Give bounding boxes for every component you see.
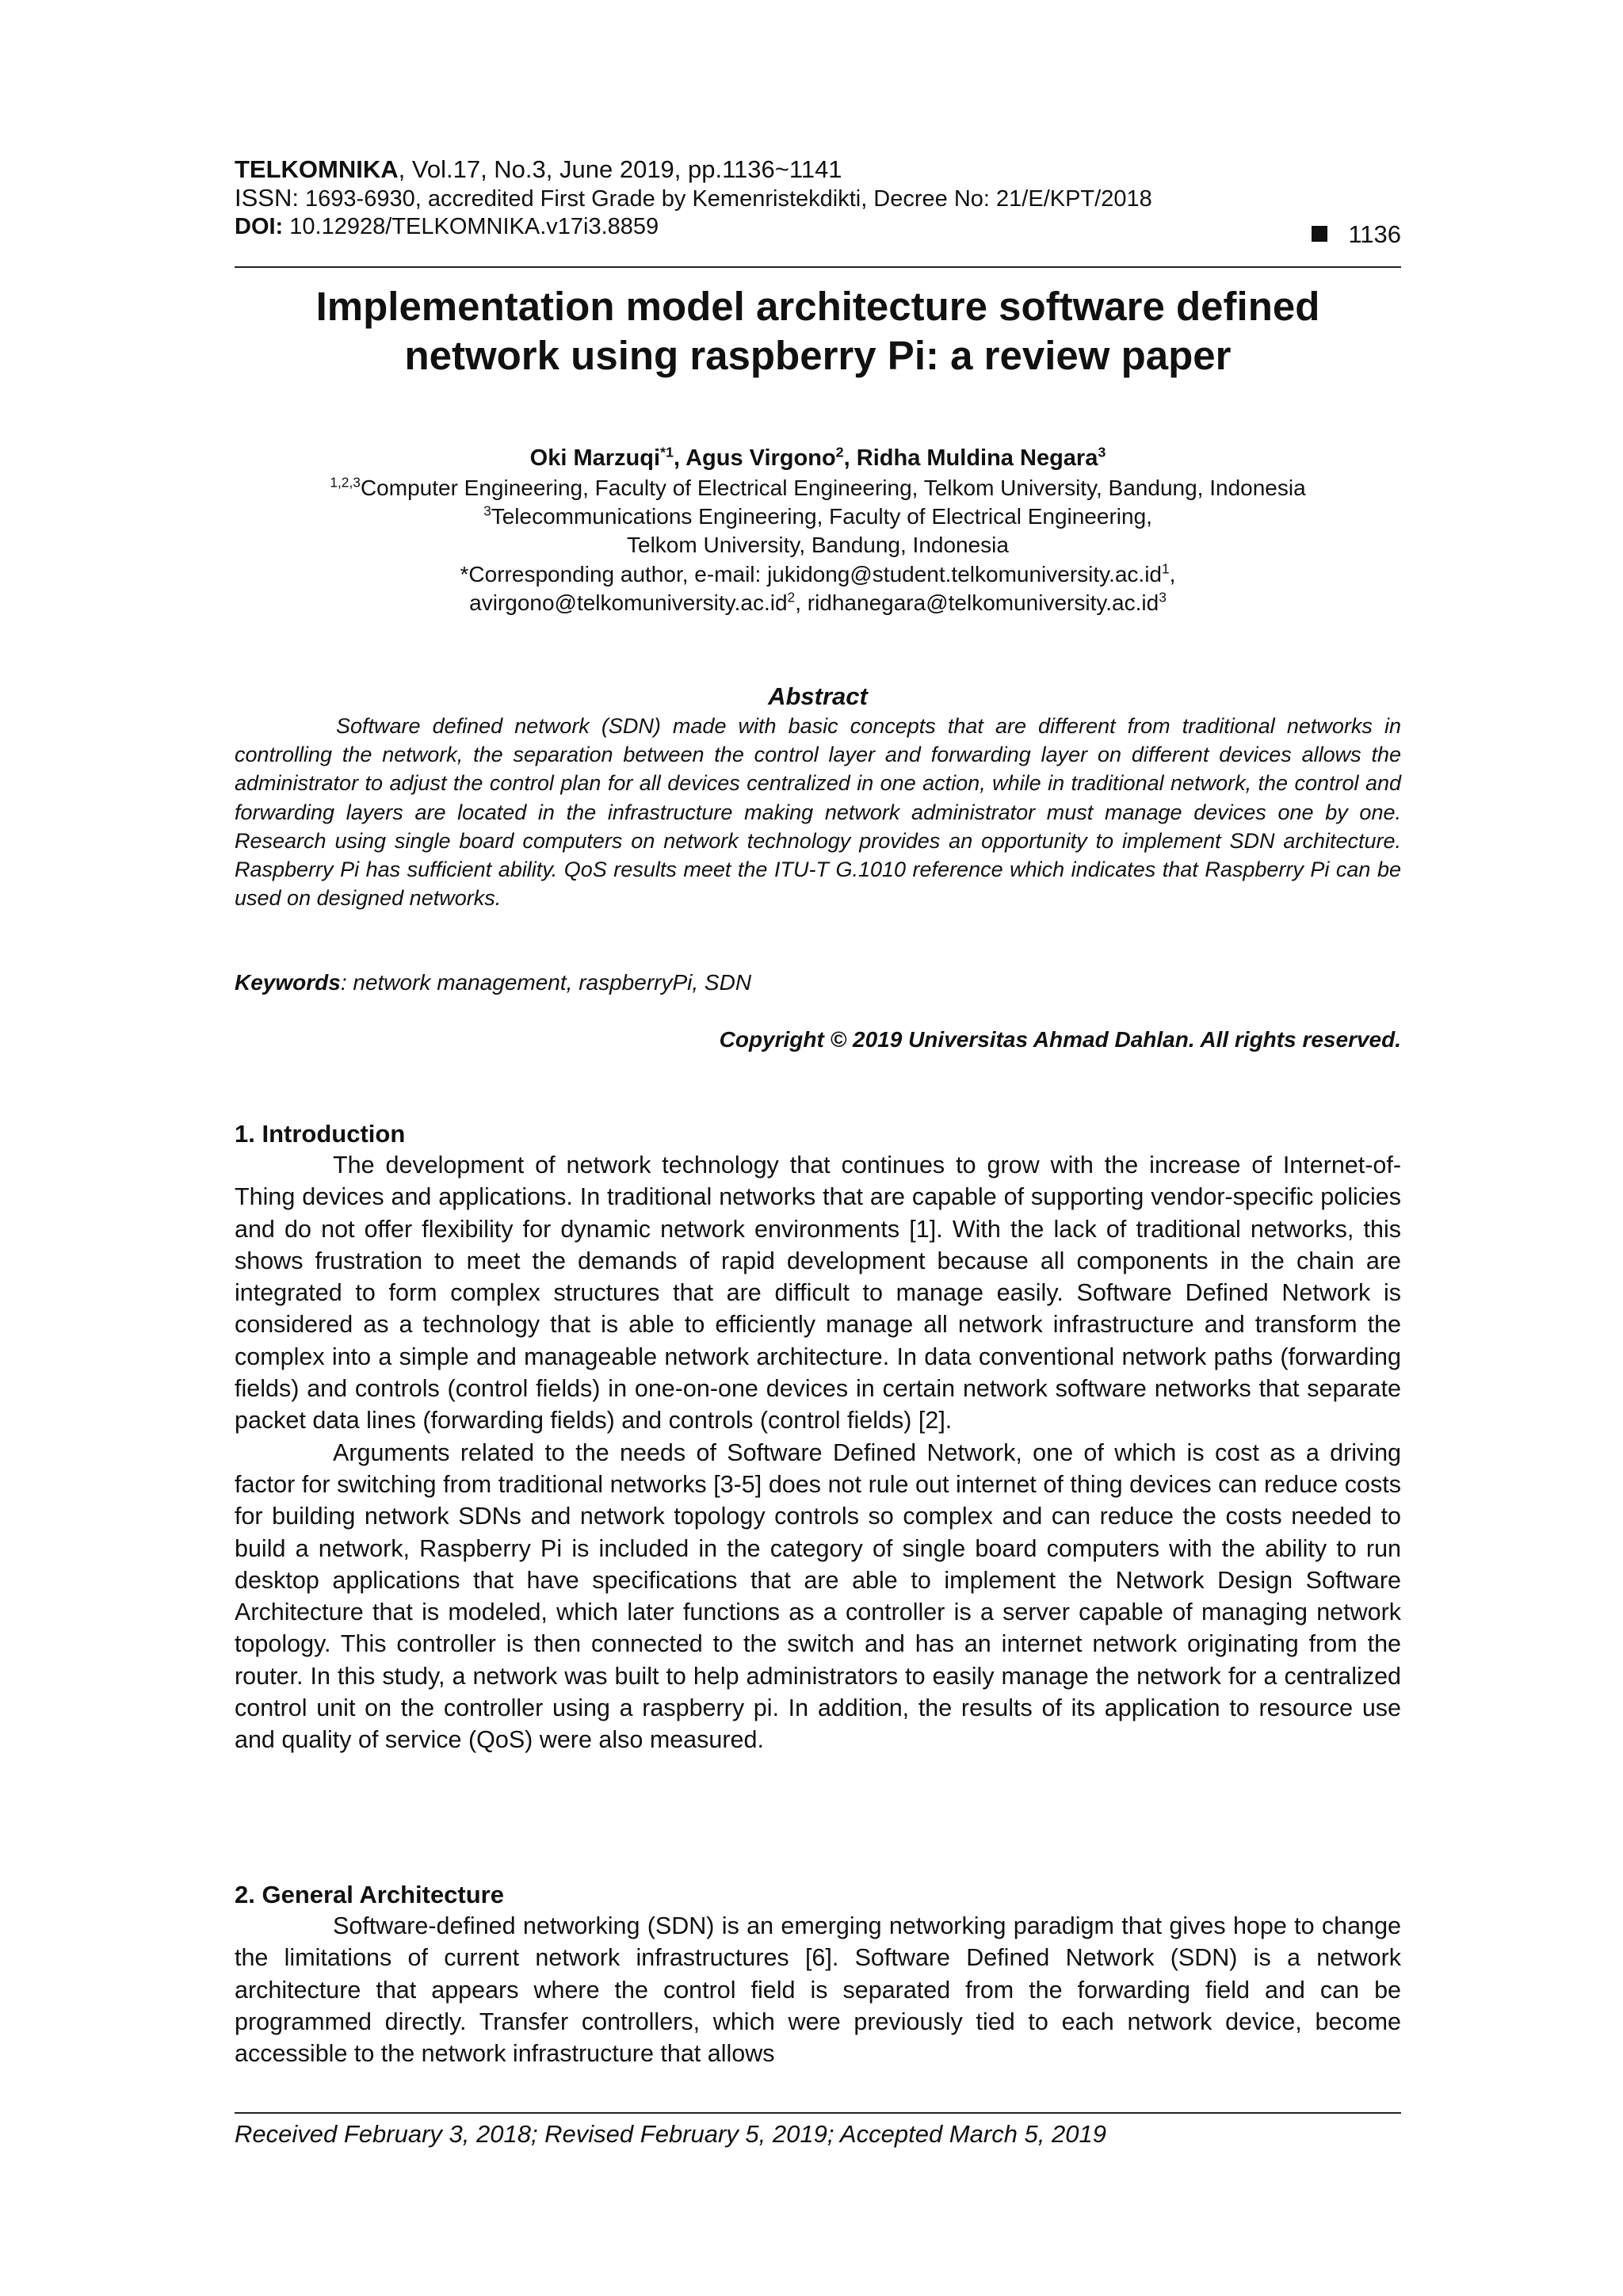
author-2-marker: 2 xyxy=(835,444,844,460)
page-number xyxy=(1312,220,1401,249)
square-bullet-icon xyxy=(1312,226,1327,242)
page-number-value: 1136 xyxy=(1348,220,1401,248)
author-2: Agus Virgono xyxy=(685,445,836,471)
paragraph: The development of network technology that continues to grow with the increase of Internet-of-Thing devices and applications. In traditional networks that are capable of supporting vendor-specific policies and do not offer flexibility for dynamic network environments [1]. With the lack of traditional networks, this shows frustration to meet the demands of rapid development because all components in the chain are integrated to form complex structures that are difficult to manage easily. Software Defined Network is considered as a technology that is able to efficiently manage all network infrastructure and transform the complex into a simple and manageable network architecture. In data conventional network paths (forwarding fields) and controls (control fields) in one-on-one devices in certain network software networks that separate packet data lines (forwarding fields) and controls (control fields) [2]. xyxy=(235,1152,1401,1435)
running-header xyxy=(235,155,1401,248)
abstract-text: Software defined network (SDN) made with basic concepts that are different from traditional networks in controlling the network, the separation between the control layer and forwarding layer on different devices allows the administrator to adjust the control plan for all devices centralized in one action, while in traditional network, the control and forwarding layers are located in the infrastructure making network administrator must manage devices one by one. Research using single board computers on network technology provides an opportunity to implement SDN architecture. Raspberry Pi has sufficient ability. QoS results meet the ITU-T G.1010 reference which indicates that Raspberry Pi can be used on designed networks. xyxy=(235,714,1401,911)
abstract-heading: Abstract xyxy=(768,682,868,710)
email-3: , ridhanegara@telkomuniversity.ac.id xyxy=(795,590,1159,615)
email-line xyxy=(235,589,1401,617)
keywords-label: Keywords xyxy=(235,970,341,995)
paragraph: Software-defined networking (SDN) is an emerging networking paradigm that gives hope to change the limitations of current network infrastructures [6]. Software Defined Network (SDN) is a network architecture that appears where the control field is separated from the forwarding field and can be programmed directly. Transfer controllers, which were previously tied to each network device, become accessible to the network infrastructure that allows xyxy=(235,1912,1401,2068)
received-dates: Received February 3, 2018; Revised February 5, 2019; Accepted March 5, 2019 xyxy=(235,2120,1106,2148)
keywords xyxy=(235,968,1401,997)
affiliation-marker: 1,2,3 xyxy=(330,474,361,491)
paper-title xyxy=(235,282,1401,380)
section-body-general-architecture xyxy=(235,1910,1401,2069)
issn-value: 1693-6930, accredited First Grade by Kemenristekdikti, Decree No: 21/E/KPT/2018 xyxy=(298,186,1152,212)
doi-value: 10.12928/TELKOMNIKA.v17i3.8859 xyxy=(283,214,659,239)
author-3: Ridha Muldina Negara xyxy=(856,445,1098,471)
author-separator: , xyxy=(674,445,686,471)
issn-line xyxy=(235,184,1401,213)
corresponding-author-line xyxy=(235,560,1401,589)
author-1: Oki Marzuqi xyxy=(529,445,661,471)
doi-label: DOI: xyxy=(235,214,284,239)
affiliation-line: Telkom University, Bandung, Indonesia xyxy=(627,533,1009,558)
volume-info: , Vol.17, No.3, June 2019, pp.1136~1141 xyxy=(398,155,842,183)
email-marker: 3 xyxy=(1159,589,1167,606)
footer-divider xyxy=(235,2112,1401,2114)
affiliation-line xyxy=(235,474,1401,502)
paragraph: Arguments related to the needs of Software Defined Network, one of which is cost as a driving factor for switching from traditional networks [3-5] does not rule out internet of thing devices can reduce costs for building network SDNs and network topology controls so complex and can reduce the costs needed to build a network, Raspberry Pi is included in the category of single board computers with the ability to run desktop applications that have specifications that are able to implement the Network Design Software Architecture that is modeled, which later functions as a controller is a server capable of managing network topology. This controller is then connected to the switch and has an internet network originating from the router. In this study, a network was built to help administrators to easily manage the network for a centralized control unit on the controller using a raspberry pi. In addition, the results of its application to resource use and quality of service (QoS) were also measured. xyxy=(235,1438,1401,1754)
author-list xyxy=(235,444,1401,472)
section-heading-introduction: 1. Introduction xyxy=(235,1120,406,1148)
abstract-body xyxy=(235,712,1401,912)
journal-name: TELKOMNIKA xyxy=(235,155,399,183)
journal-line xyxy=(235,155,1401,184)
title-line-2: network using raspberry Pi: a review paper xyxy=(404,333,1232,378)
copyright-notice: Copyright © 2019 Universitas Ahmad Dahlan. All rights reserved. xyxy=(719,1027,1401,1052)
doi-line xyxy=(235,213,1401,240)
email-2: avirgono@telkomuniversity.ac.id xyxy=(469,590,788,615)
corresponding-email: *Corresponding author, e-mail: jukidong@student.telkomuniversity.ac.id xyxy=(460,561,1163,586)
affiliations xyxy=(235,474,1401,617)
keywords-text: : network management, raspberryPi, SDN xyxy=(340,970,752,995)
author-separator: , xyxy=(843,445,857,471)
affiliation-marker: 3 xyxy=(483,502,491,519)
header-divider xyxy=(235,266,1401,268)
issn-label: ISSN: xyxy=(235,184,299,212)
section-body-introduction xyxy=(235,1149,1401,1756)
affiliation-line xyxy=(235,502,1401,531)
author-3-marker: 3 xyxy=(1098,444,1106,460)
affiliation-text: Telecommunications Engineering, Faculty of Electrical Engineering, xyxy=(491,504,1152,529)
affiliation-text: Computer Engineering, Faculty of Electrical Engineering, Telkom University, Bandung, Indonesia xyxy=(360,476,1306,500)
email-marker: 2 xyxy=(787,589,796,606)
section-heading-general-architecture: 2. General Architecture xyxy=(235,1881,504,1908)
title-line-1: Implementation model architecture software defined xyxy=(315,284,1320,329)
author-1-marker: *1 xyxy=(660,444,674,460)
email-marker: 1 xyxy=(1162,560,1170,577)
email-separator: , xyxy=(1169,561,1176,586)
